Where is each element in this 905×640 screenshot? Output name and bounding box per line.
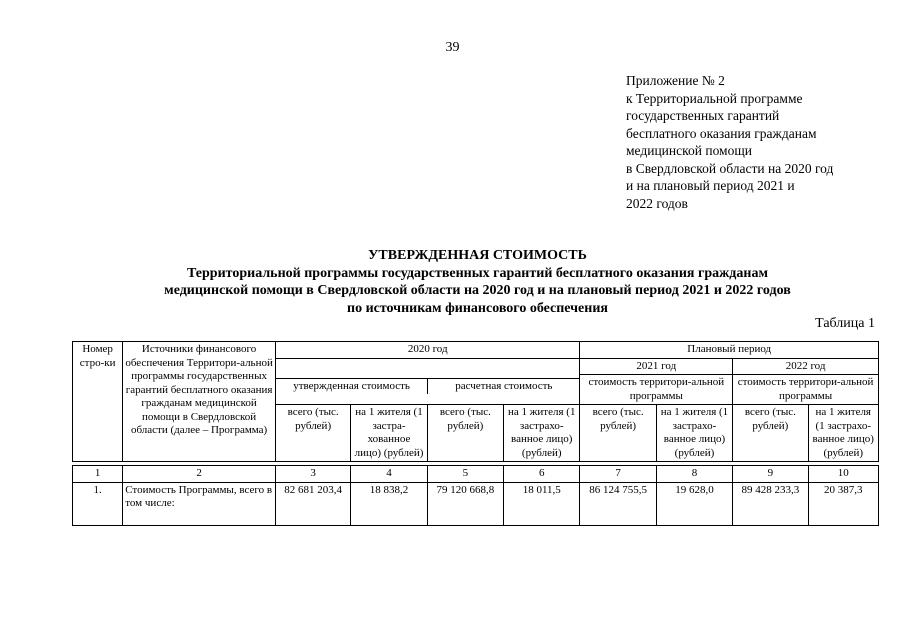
page-number: 39 [445, 40, 460, 55]
column-number-row [73, 466, 879, 483]
header-per-resident: на 1 жителя (1 застра-хованное лицо) (рублей) [351, 405, 427, 462]
column-number: 2 [123, 466, 276, 483]
header-per-resident: на 1 жителя (1 застрахо-ванное лицо) (рублей) [656, 405, 732, 462]
column-number: 7 [580, 466, 656, 483]
appendix-line: Приложение № 2 [626, 73, 725, 88]
column-number: 6 [504, 466, 580, 483]
appendix-line: к Территориальной программе [626, 90, 803, 106]
title-line: по источникам финансового обеспечения [347, 300, 608, 316]
header-year-2022: 2022 год [733, 358, 879, 375]
appendix-line: государственных гарантий [626, 108, 780, 123]
header-spacer [275, 358, 579, 405]
header-total: всего (тыс. рублей) [427, 405, 503, 462]
column-number: 1 [73, 466, 123, 483]
appendix-line: и на плановый период 2021 и [626, 178, 795, 193]
row-value: 82 681 203,4 [275, 482, 350, 525]
appendix-line: бесплатного оказания гражданам [626, 125, 817, 141]
header-per-resident: на 1 жителя (1 застрахо-ванное лицо) (рублей) [808, 405, 878, 462]
cost-table [72, 341, 879, 526]
row-value: 86 124 755,5 [580, 482, 656, 525]
title-line: Территориальной программы государственных гарантий бесплатного оказания гражданам [187, 265, 768, 281]
row-value: 18 011,5 [504, 482, 580, 525]
header-approved-cost: утвержденная стоимость [276, 378, 428, 395]
header-territorial-cost-2021: стоимость территори-альной программы [580, 375, 733, 405]
header-total: всего (тыс. рублей) [275, 405, 350, 462]
title-line: медицинской помощи в Свердловской области на 2020 год и на плановый период 2021 и 2022 годов [164, 283, 791, 298]
column-number: 9 [733, 466, 808, 483]
row-value: 20 387,3 [808, 482, 878, 525]
header-total: всего (тыс. рублей) [580, 405, 656, 462]
row-value: 89 428 233,3 [733, 482, 808, 525]
appendix-note [626, 72, 896, 212]
table-label: Таблица 1 [815, 316, 875, 331]
row-value: 18 838,2 [351, 482, 427, 525]
header-planned-period: Плановый период [580, 342, 879, 359]
row-name: Стоимость Программы, всего в том числе: [123, 482, 276, 525]
column-number: 3 [275, 466, 350, 483]
row-number: 1. [73, 482, 123, 525]
row-value: 19 628,0 [656, 482, 732, 525]
header-total: всего (тыс. рублей) [733, 405, 808, 462]
appendix-line: в Свердловской области на 2020 год [626, 160, 834, 176]
row-value: 79 120 668,8 [427, 482, 503, 525]
column-number: 8 [656, 466, 732, 483]
appendix-line: 2022 годов [626, 195, 688, 211]
document-title [0, 247, 905, 317]
title-line: УТВЕРЖДЕННАЯ СТОИМОСТЬ [368, 248, 587, 263]
table-row [73, 482, 879, 525]
header-year-2021: 2021 год [580, 358, 733, 375]
header-year-2020: 2020 год [275, 342, 579, 359]
column-number: 4 [351, 466, 427, 483]
column-number: 5 [427, 466, 503, 483]
header-row [73, 342, 879, 359]
header-territorial-cost-2022: стоимость территори-альной программы [733, 375, 879, 405]
header-row-number: Номер стро-ки [73, 342, 123, 462]
appendix-line: медицинской помощи [626, 143, 752, 158]
column-number: 10 [808, 466, 878, 483]
header-sources: Источники финансового обеспечения Территори-альной программы государственных гарантий бесплатного оказания гражданам медицинской помощи в Свердловской области (далее – Программа) [123, 342, 276, 462]
header-per-resident: на 1 жителя (1 застрахо-ванное лицо) (рублей) [504, 405, 580, 462]
header-calculated-cost: расчетная стоимость [428, 378, 579, 395]
